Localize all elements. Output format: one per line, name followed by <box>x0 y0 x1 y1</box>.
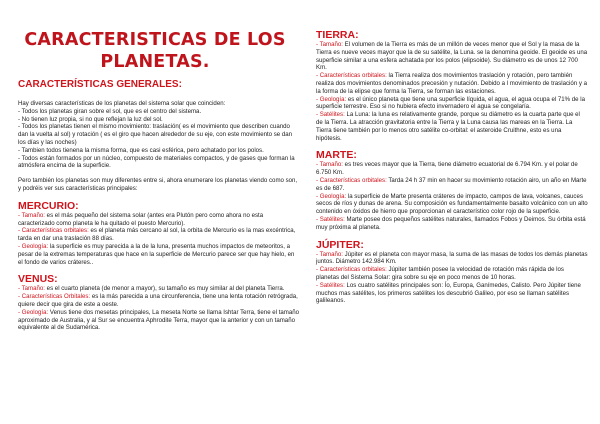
item-label: - Características orbitales: <box>18 227 89 235</box>
tierra-size <box>316 41 588 72</box>
tierra-heading: TIERRA: <box>316 29 359 41</box>
marte-orbit <box>316 177 588 193</box>
left-column <box>18 0 300 332</box>
item-label: - Tamaño: <box>316 250 343 258</box>
item-label: - Geología: <box>316 95 347 103</box>
item-text: es tres veces mayor que la Tierra, tiene diámetro ecuatorial de 6.794 Km. y el polar de 6.750 Km. <box>316 161 578 177</box>
item-text: Júpiter es el planeta con mayor masa, la suma de las masas de todos los demás planetas juntos. Diámetro 142.984 Km. <box>316 250 588 266</box>
mercurio-section <box>18 212 300 267</box>
right-column <box>316 0 588 305</box>
item-label: - Tamaño: <box>316 161 343 169</box>
mercurio-size <box>18 212 300 228</box>
general-bullet: - Todos los planetas tienen el mismo movimiento: traslación( es el movimiento que describen cuando dan la vuelta al sol) y rotación ( es el giro que hacen alrededor de su eje, con este movimiento se dan los días y las noches) <box>18 123 293 146</box>
jupiter-section <box>316 251 588 306</box>
item-label: - Características Orbitales: <box>18 293 91 301</box>
item-label: - Tamaño: <box>18 211 45 219</box>
marte-heading: MARTE: <box>316 149 357 162</box>
item-text: Marte posee dos pequeños satélites naturales, llamados Fobos y Deimos. Su órbita está muy próxima al planeta. <box>316 215 586 231</box>
item-label: - Tamaño: <box>316 41 343 48</box>
tierra-satellites <box>316 111 588 142</box>
item-label: - Geología: <box>316 192 347 200</box>
tierra-orbit <box>316 72 588 95</box>
item-text: Los cuatro satélites principales son: Ío, Europa, Ganímedes, Calisto. Pero Júpiter tiene muchos mas satélites, los primeros satélites los descubrió Galileo, por eso se llaman satélites galileanos. <box>316 281 581 305</box>
item-text: Tarda 24 h 37 min en hacer su movimiento rotación airo, un año en Marte es de 687. <box>316 176 587 192</box>
item-text: la Tierra realiza dos movimientos traslación y rotación, pero también realiza dos movimientos denominados precesión y nutación. Debido a l movimiento de traslación y a la forma de la elipse que forma la Tierra, se forman las estaciones. <box>316 72 587 95</box>
item-text: es la más parecida a una circunferencia, tiene una lenta rotación retrógrada, quiere decir que gira de este a oeste. <box>18 293 298 308</box>
venus-size <box>18 285 300 293</box>
item-text: Júpiter también posee la velocidad de rotación más rápida de los planetas del Sistema Solar: gira sobre su eje en poco menos de 10 horas. <box>316 266 564 281</box>
mercurio-heading: MERCURIO: <box>18 199 79 212</box>
marte-section <box>316 161 588 231</box>
item-text: es el más pequeño del sistema solar (antes era Plutón pero como ahora no esta caracterizado como planeta le ha quitado el puesto Mercurio). <box>18 211 264 227</box>
item-text: la superficie es muy parecida a la de la luna, presenta muchos impactos de meteoritos, a pesar de la extremas temperaturas que hace en la superficie de Mercurio parece ser que hay hielo, en el fondo de varios cráteres.. <box>18 242 295 266</box>
jupiter-size <box>316 251 588 267</box>
item-text: Venus tiene dos mesetas principales, La meseta Norte se llama Ishtar Terra, tiene el tamaño aproximado de Australia, y al Sur se encuentra Aphrodite Terra, mayor que la anterior y con un tamaño equivalente al de Sudamérica. <box>18 308 300 332</box>
general-bullet: - Tambien todos tienena la misma forma, que es casi esférica, pero achatado por los polos. <box>18 146 264 154</box>
marte-size <box>316 161 588 177</box>
item-label: - Geología: <box>18 308 49 316</box>
general-bullet: - Todos los planetas giran sobre el sol, que es el centro del sistema. <box>18 107 202 115</box>
jupiter-orbit <box>316 266 588 282</box>
jupiter-satellites <box>316 282 588 305</box>
venus-geology <box>18 309 300 332</box>
jupiter-heading: JÚPITER: <box>316 238 364 251</box>
tierra-geology <box>316 96 588 112</box>
item-label: - Tamaño: <box>18 285 45 293</box>
marte-satellites <box>316 216 588 232</box>
marte-geology <box>316 193 588 216</box>
item-label: - Características orbitales: <box>316 176 387 184</box>
general-intro: Hay diversas características de los planetas del sistema solar que coinciden: <box>18 100 226 107</box>
mercurio-geology <box>18 243 300 266</box>
venus-heading: VENUS: <box>18 273 58 286</box>
venus-orbit <box>18 293 300 309</box>
general-heading: CARACTERÍSTICAS GENERALES: <box>18 79 182 90</box>
item-text: La Luna: la luna es relativamente grande, porque su diámetro es la cuarta parte que el de la Tierra. La atracción gravitatoria entre la Tierra y la Luna causa las mareas en la Tierra. La Tierra tiene también por lo menos otro satélite co-orbital: el asteroide Cruithne, esto es una hipótesis. <box>316 111 580 142</box>
general-bullet: - No tienen luz propia, si no que reflejan la luz del sol. <box>18 115 163 123</box>
item-text: es el planeta más cercano al sol, la orbita de Mercurio es la mas excéntrica, tarda en dar una traslación 88 días. <box>18 227 296 243</box>
general-bullet: - Todos están formados por un núcleo, compuesto de materiales compactos, y de gases que forman la atmósfera encima de la superficie. <box>18 154 295 170</box>
tierra-section <box>316 41 588 142</box>
item-label: - Características orbitales: <box>316 72 387 80</box>
general-outro: Pero también los planetas son muy diferentes entre si, ahora enumerare los planetas viendo como son, y podréis ver sus características principales: <box>18 177 298 192</box>
item-label: - Geología: <box>18 242 49 250</box>
item-text: la superficie de Marte presenta cráteres de impacto, campos de lava, volcanes, cauces secos de ríos y dunas de arena. Su composición es fundamentalmente basalto volcánico con un alto contenido en óxidos de hierro que proporcionan el característico color rojo de la superficie. <box>316 192 588 216</box>
mercurio-orbit <box>18 227 300 243</box>
item-text: es el cuarto planeta (de menor a mayor), su tamaño es muy similar al del planeta Tierra. <box>44 285 285 293</box>
item-text: es el único planeta que tiene una superficie líquida, el agua, el agua ocupa el 71% de la superficie terrestre. Eso si no hubiera efecto invernadero el agua se congelaría. <box>316 95 586 111</box>
page-title: CARACTERISTICAS DE LOS PLANETAS. <box>24 30 286 72</box>
venus-section <box>18 285 300 332</box>
item-label: - Satélites: <box>316 215 345 223</box>
item-text: El volumen de la Tierra es más de un millón de veces menor que el Sol y la masa de la Tierra es nueve veces mayor que la de su satélite, la Luna. se la denomina geoide. El geoide es una superficie similar a una esfera achatada por los polos (elipsoide). Su diámetro es de unos 12 700 Km. <box>316 41 588 72</box>
item-label: - Satélites: <box>316 111 345 119</box>
item-label: - Características orbitales: <box>316 266 387 274</box>
item-label: - Satélites: <box>316 281 345 289</box>
